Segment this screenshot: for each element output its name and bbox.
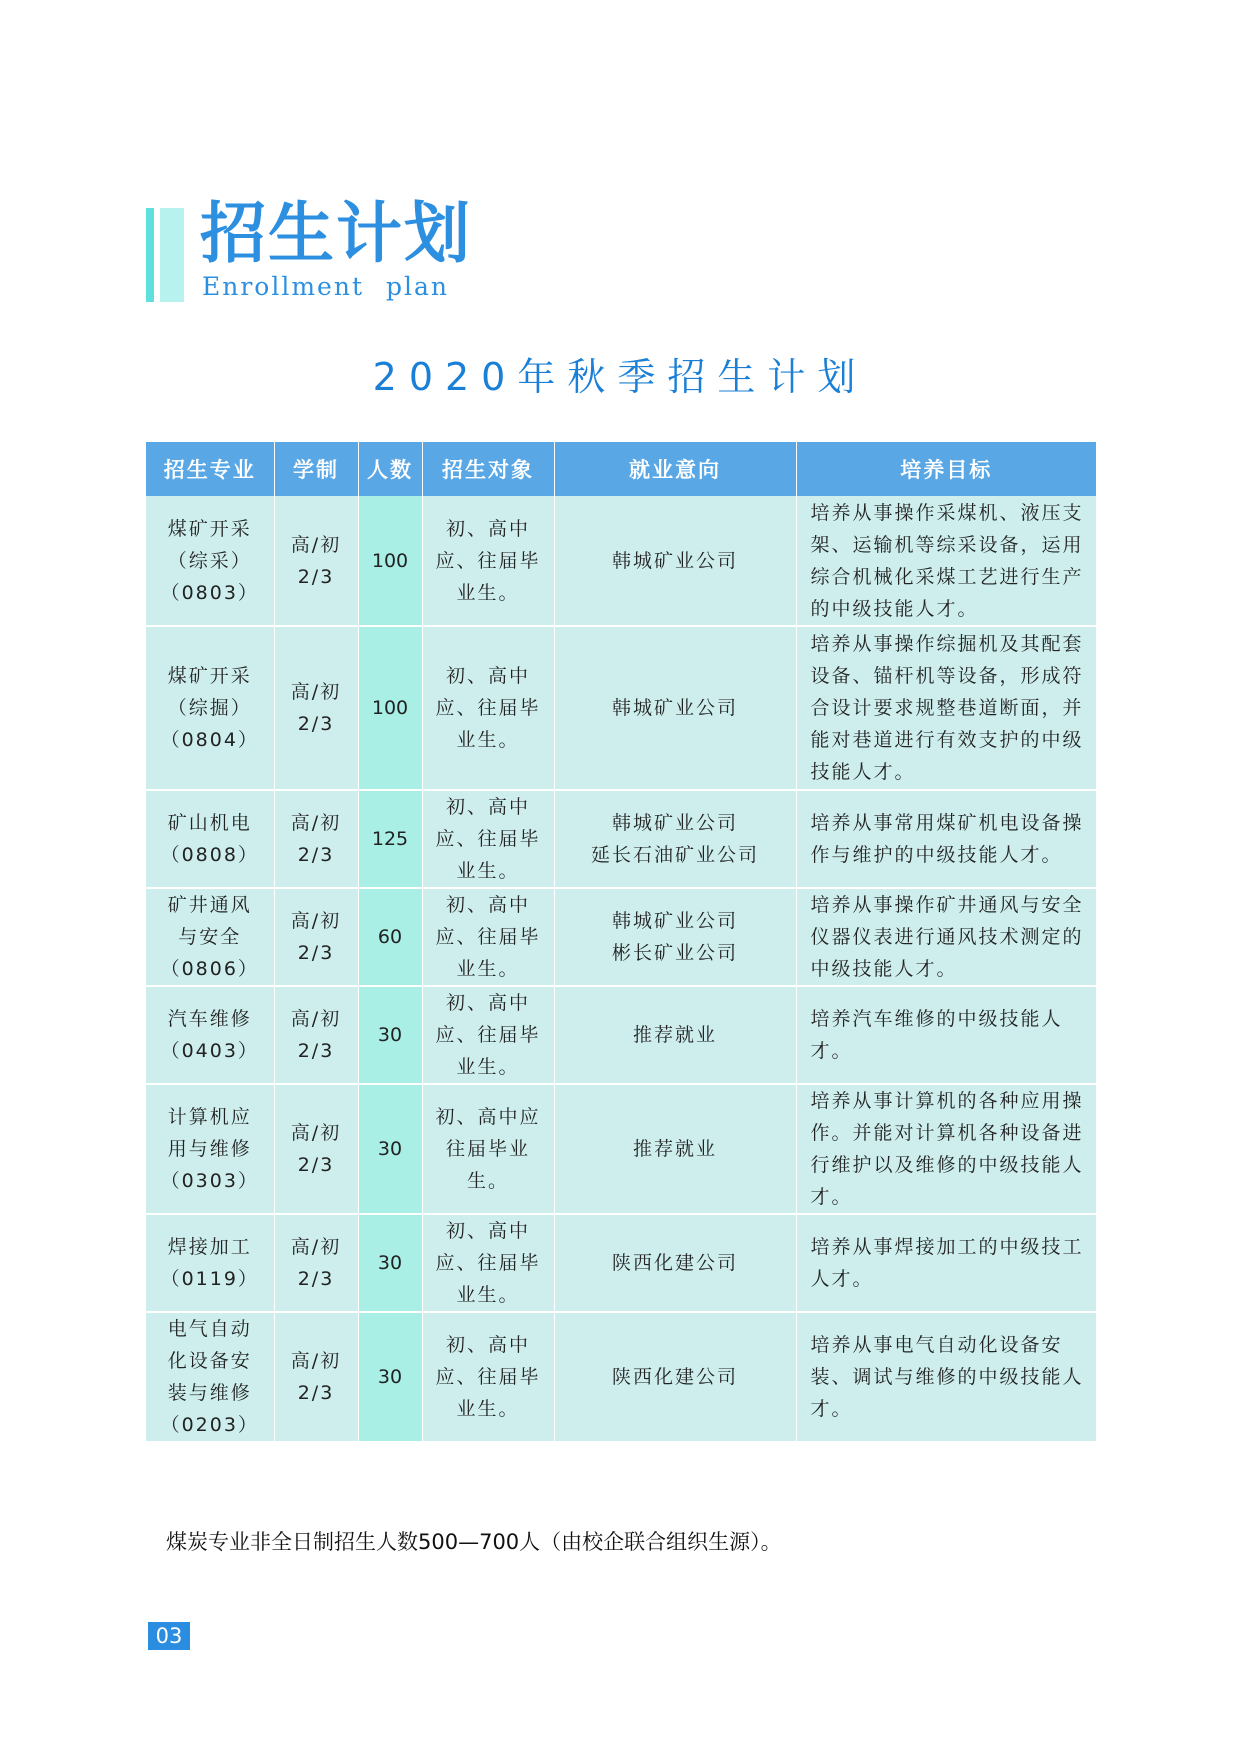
cell-target: 初、高中 应、往届毕 业生。 (422, 888, 554, 986)
cell-target: 初、高中应 往届毕业 生。 (422, 1084, 554, 1214)
page-heading: 招生计划 (200, 194, 472, 272)
cell-employment: 韩城矿业公司 (554, 496, 796, 626)
cell-employment: 韩城矿业公司 (554, 626, 796, 790)
table-row (146, 1214, 1096, 1312)
column-header-target: 招生对象 (422, 442, 554, 496)
cell-count: 30 (358, 986, 422, 1084)
cell-count: 100 (358, 496, 422, 626)
cell-count: 60 (358, 888, 422, 986)
heading-accent-bar (146, 208, 154, 302)
table-row (146, 626, 1096, 790)
enrollment-table-container (146, 442, 1096, 1443)
plan-title: 2020年秋季招生计划 (372, 355, 868, 399)
column-header-employment: 就业意向 (554, 442, 796, 496)
cell-count: 125 (358, 790, 422, 888)
cell-goal: 培养从事常用煤矿机电设备操作与维护的中级技能人才。 (796, 790, 1096, 888)
table-row (146, 1084, 1096, 1214)
cell-duration: 高/初 2/3 (274, 1084, 358, 1214)
cell-major: 焊接加工 （0119） (146, 1214, 274, 1312)
cell-goal: 培养从事操作综掘机及其配套设备、锚杆机等设备，形成符合设计要求规整巷道断面，并能对巷道进行有效支护的中级技能人才。 (796, 626, 1096, 790)
cell-count: 30 (358, 1312, 422, 1442)
page-number: 03 (148, 1622, 190, 1650)
cell-target: 初、高中 应、往届毕 业生。 (422, 1312, 554, 1442)
cell-duration: 高/初 2/3 (274, 1312, 358, 1442)
column-header-duration: 学制 (274, 442, 358, 496)
cell-target: 初、高中 应、往届毕 业生。 (422, 496, 554, 626)
cell-employment: 推荐就业 (554, 986, 796, 1084)
cell-duration: 高/初 2/3 (274, 790, 358, 888)
cell-duration: 高/初 2/3 (274, 888, 358, 986)
cell-employment: 陕西化建公司 (554, 1312, 796, 1442)
cell-employment: 陕西化建公司 (554, 1214, 796, 1312)
cell-count: 30 (358, 1084, 422, 1214)
cell-duration: 高/初 2/3 (274, 1214, 358, 1312)
table-row (146, 986, 1096, 1084)
table-row (146, 496, 1096, 626)
cell-major: 汽车维修 （0403） (146, 986, 274, 1084)
cell-major: 煤矿开采 （综采） （0803） (146, 496, 274, 626)
cell-count: 100 (358, 626, 422, 790)
cell-goal: 培养从事操作矿井通风与安全仪器仪表进行通风技术测定的中级技能人才。 (796, 888, 1096, 986)
cell-goal: 培养从事电气自动化设备安装、调试与维修的中级技能人才。 (796, 1312, 1096, 1442)
cell-major: 矿山机电 （0808） (146, 790, 274, 888)
cell-duration: 高/初 2/3 (274, 496, 358, 626)
cell-major: 计算机应 用与维修 （0303） (146, 1084, 274, 1214)
footnote: 煤炭专业非全日制招生人数500—700人（由校企联合组织生源）。 (166, 1530, 782, 1554)
cell-target: 初、高中 应、往届毕 业生。 (422, 790, 554, 888)
table-header-row (146, 442, 1096, 496)
cell-goal: 培养汽车维修的中级技能人才。 (796, 986, 1096, 1084)
column-header-major: 招生专业 (146, 442, 274, 496)
table-row (146, 790, 1096, 888)
cell-goal: 培养从事焊接加工的中级技工人才。 (796, 1214, 1096, 1312)
cell-employment: 韩城矿业公司 延长石油矿业公司 (554, 790, 796, 888)
cell-major: 矿井通风 与安全 （0806） (146, 888, 274, 986)
cell-count: 30 (358, 1214, 422, 1312)
page-subheading: Enrollment plan (202, 272, 449, 301)
table-row (146, 1312, 1096, 1442)
enrollment-table (146, 442, 1096, 1443)
cell-major: 电气自动 化设备安 装与维修 （0203） (146, 1312, 274, 1442)
cell-target: 初、高中 应、往届毕 业生。 (422, 626, 554, 790)
cell-employment: 韩城矿业公司 彬长矿业公司 (554, 888, 796, 986)
cell-major: 煤矿开采 （综掘） （0804） (146, 626, 274, 790)
cell-target: 初、高中 应、往届毕 业生。 (422, 1214, 554, 1312)
cell-goal: 培养从事操作采煤机、液压支架、运输机等综采设备，运用综合机械化采煤工艺进行生产的中级技能人才。 (796, 496, 1096, 626)
cell-target: 初、高中 应、往届毕 业生。 (422, 986, 554, 1084)
cell-employment: 推荐就业 (554, 1084, 796, 1214)
column-header-count: 人数 (358, 442, 422, 496)
cell-goal: 培养从事计算机的各种应用操作。并能对计算机各种设备进行维护以及维修的中级技能人才。 (796, 1084, 1096, 1214)
heading-accent-bar-light (160, 208, 184, 302)
table-row (146, 888, 1096, 986)
column-header-goal: 培养目标 (796, 442, 1096, 496)
cell-duration: 高/初 2/3 (274, 626, 358, 790)
cell-duration: 高/初 2/3 (274, 986, 358, 1084)
